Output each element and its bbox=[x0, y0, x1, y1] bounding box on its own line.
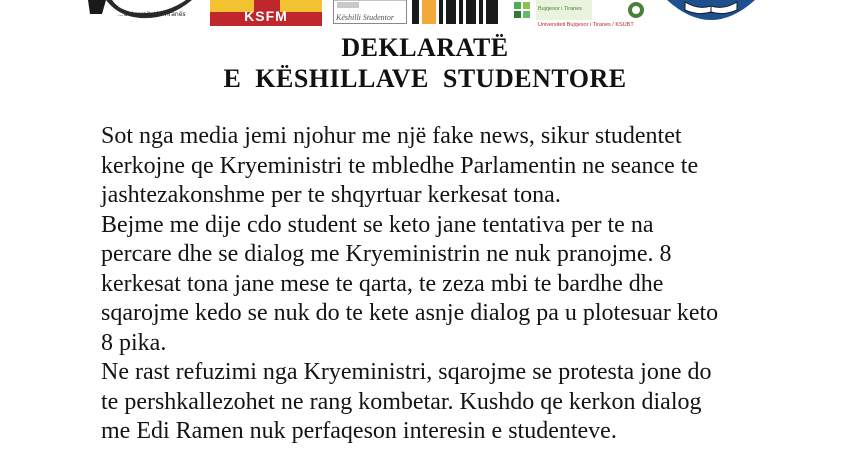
keshilli-studentor-logo bbox=[333, 0, 407, 24]
body-line: sqarojme kedo se nuk do te kete asnje dialog pa u plotesuar keto bbox=[101, 300, 719, 326]
body-line: kerkojne qe Kryeministri te mbledhe Parlamentin ne seance te bbox=[101, 152, 699, 179]
declaration-body bbox=[101, 122, 821, 447]
body-line: jashtezakonshme per te shqyrtuar kerkesat tona. bbox=[101, 182, 561, 208]
body-line: te pershkallezohet ne rang kombetar. Kushdo qe kerkon dialog bbox=[101, 388, 702, 415]
bars-logo bbox=[412, 0, 508, 24]
body-line: 8 pika. bbox=[101, 329, 167, 356]
book-logo bbox=[665, 0, 757, 24]
document-title: DEKLARATË bbox=[341, 33, 509, 62]
body-line: Bejme me dije cdo student se keto jane tentativa per te na bbox=[101, 211, 654, 238]
body-line: me Edi Ramen nuk perfaqeson interesin e studenteve. bbox=[101, 418, 617, 444]
body-line: percare dhe se dialog me Kryeministrin ne nuk pranojme. 8 bbox=[101, 241, 672, 267]
ubt-ksubt-logo bbox=[534, 0, 650, 30]
body-line: Ne rast refuzimi nga Kryeministri, sqarojme se protesta jone do bbox=[101, 359, 712, 385]
ksfm-text: KSFM bbox=[244, 8, 288, 24]
body-line: kerkesat tona jane mese te qarta, te zeza mbi te bardhe dhe bbox=[101, 270, 664, 297]
ksubt-text: Universiteti Bujqesor i Tiranes / KSUBT bbox=[538, 22, 634, 28]
document-subtitle: E KËSHILLAVE STUDENTORE bbox=[223, 64, 627, 93]
ksfm-logo bbox=[210, 0, 322, 26]
header-logos bbox=[0, 0, 850, 30]
keshilli-studentor-text: Këshilli Studentor bbox=[336, 13, 394, 22]
ubt-text: Bujqesor i Tiranes bbox=[538, 6, 583, 12]
university-seal-logo bbox=[88, 0, 196, 22]
seal-text: ...Universiteti i Tiranës bbox=[118, 11, 186, 18]
body-line: Sot nga media jemi njohur me një fake news, sikur studentet bbox=[101, 123, 682, 149]
green-square-logo bbox=[512, 0, 532, 24]
